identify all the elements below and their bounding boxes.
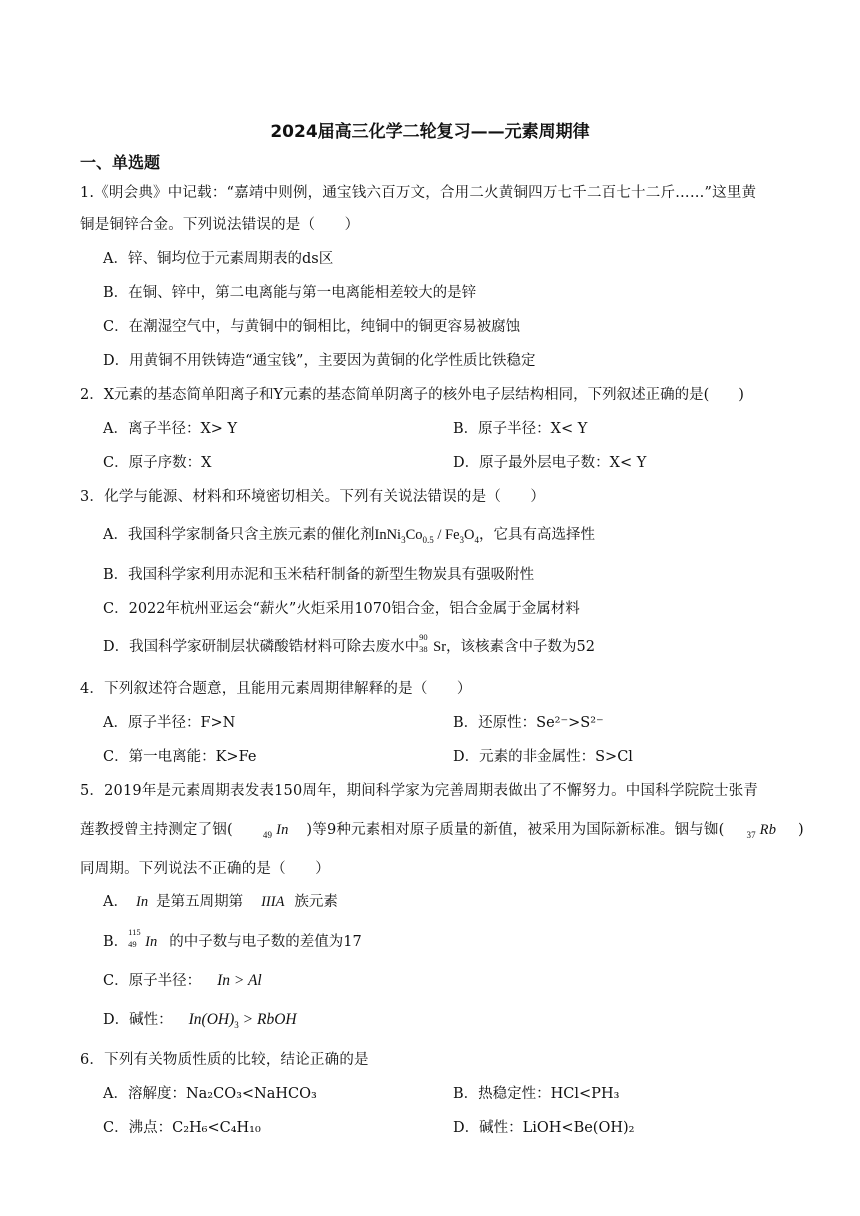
question-4-option-c: C．第一电离能：K>Fe — [103, 749, 257, 765]
question-5-line-1: 5．2019年是元素周期表发表150周年，期间科学家为完善周期表做出了不懈努力。中国科学院院士张青 — [80, 783, 759, 799]
in-atomic-number: 49 — [262, 830, 273, 840]
question-2-option-a: A．离子半径：X> Y — [103, 421, 238, 437]
question-4-option-b: B．还原性：Se²⁻>S²⁻ — [453, 715, 604, 731]
question-3-option-a-tail: ，它具有高选择性 — [479, 527, 596, 543]
question-5-option-a — [103, 890, 338, 911]
sr-symbol: Sr — [433, 639, 447, 655]
question-3-option-a-text: A．我国科学家制备只含主族元素的催化剂 — [103, 527, 375, 543]
question-2-option-b: B．原子半径：X< Y — [453, 421, 588, 437]
section-heading: 一、单选题 — [80, 153, 161, 172]
question-1-option-d: D．用黄铜不用铁铸造“通宝钱”，主要因为黄铜的化学性质比铁稳定 — [103, 353, 536, 369]
question-5-line-2-middle: )等9种元素相对原子质量的新值，被采用为国际新标准。铟与铷( — [306, 822, 725, 838]
option-a-label: A． — [103, 894, 128, 910]
question-3-option-d — [103, 632, 595, 656]
rb-atomic-number: 37 — [746, 830, 756, 840]
rb-symbol: Rb — [755, 822, 781, 838]
question-6-option-a: A．溶解度：Na₂CO₃<NaHCO₃ — [103, 1086, 317, 1102]
option-b-text: 的中子数与电子数的差值为17 — [169, 934, 362, 950]
page-title: 2024届高三化学二轮复习——元素周期律 — [270, 122, 590, 142]
sr-90-nuclide: 90 38 — [419, 632, 428, 654]
question-1-option-a: A．锌、铜均位于元素周期表的ds区 — [103, 251, 334, 267]
in-115-nuclide: 115 49 — [128, 927, 141, 949]
option-a-tail: 族元素 — [294, 894, 338, 910]
question-1-line-2: 铜是铜锌合金。下列说法错误的是（ ） — [80, 217, 360, 233]
question-3-option-d-tail: ，该核素含中子数为52 — [446, 639, 595, 655]
question-3-option-b: B．我国科学家利用赤泥和玉米秸秆制备的新型生物炭具有强吸附性 — [103, 567, 535, 583]
question-6-option-b: B．热稳定性：HCl<PH₃ — [453, 1086, 620, 1102]
question-2-option-d: D．原子最外层电子数：X< Y — [453, 455, 647, 471]
catalyst-formula: $InNi_3Co_{0.5} / Fe_3O_4$ — [374, 527, 480, 545]
group-symbol: IIIA — [261, 894, 285, 910]
in-symbol: In — [135, 894, 149, 910]
question-6-option-d: D．碱性：LiOH<Be(OH)₂ — [453, 1120, 635, 1136]
closing-paren: ) — [798, 822, 804, 838]
question-4-option-d: D．元素的非金属性：S>Cl — [453, 749, 633, 765]
question-6-stem: 6．下列有关物质性质的比较，结论正确的是 — [80, 1052, 369, 1068]
question-3-stem: 3．化学与能源、材料和环境密切相关。下列有关说法错误的是（ ） — [80, 489, 546, 505]
question-5-line-2 — [80, 818, 804, 840]
question-5-option-c — [103, 969, 262, 990]
question-1-option-b: B．在铜、锌中，第二电离能与第一电离能相差较大的是锌 — [103, 285, 477, 301]
in-symbol: In — [272, 822, 293, 838]
basicity-comparison: $In(OH)_3$ > RbOH — [188, 1011, 297, 1031]
question-1-option-c: C．在潮湿空气中，与黄铜中的铜相比，纯铜中的铜更容易被腐蚀 — [103, 319, 521, 335]
question-5-option-b — [103, 927, 362, 951]
question-1-line-1: 1.《明会典》中记载：“嘉靖中则例，通宝钱六百万文，合用二火黄铜四万七千二百七十二斤……”这里黄 — [80, 185, 757, 201]
question-3-option-d-text: D．我国科学家研制层状磷酸锆材料可除去废水中 — [103, 639, 420, 655]
question-2-option-c: C．原子序数：X — [103, 455, 212, 471]
option-d-label: D．碱性： — [103, 1012, 173, 1028]
question-4-option-a: A．原子半径：F>N — [103, 715, 236, 731]
question-5-option-d — [103, 1008, 297, 1030]
question-2-stem: 2．X元素的基态简单阳离子和Y元素的基态简单阴离子的核外电子层结构相同，下列叙述正确的是( ) — [80, 387, 744, 403]
question-4-stem: 4．下列叙述符合题意，且能用元素周期律解释的是（ ） — [80, 681, 472, 697]
question-5-line-2-start: 莲教授曾主持测定了铟( — [80, 822, 233, 838]
in-symbol: In — [145, 934, 158, 950]
question-5-line-3: 同周期。下列说法不正确的是（ ） — [80, 861, 330, 877]
question-6-option-c: C．沸点：C₂H₆<C₄H₁₀ — [103, 1120, 261, 1136]
question-3-option-a — [103, 523, 595, 545]
radius-comparison: In > Al — [217, 972, 262, 989]
option-c-label: C．原子半径： — [103, 973, 202, 989]
question-3-option-c: C．2022年杭州亚运会“薪火”火炬采用1070铝合金，铝合金属于金属材料 — [103, 601, 580, 617]
option-b-label: B． — [103, 934, 129, 950]
option-a-text: 是第五周期第 — [156, 894, 244, 910]
